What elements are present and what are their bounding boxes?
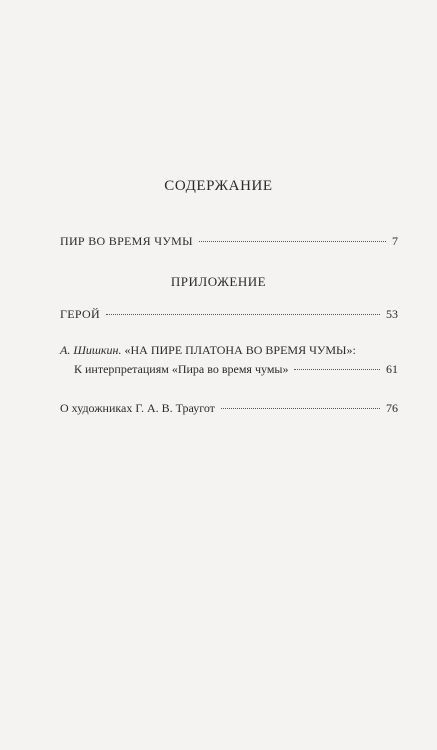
toc-entry-title: ПИР ВО ВРЕМЯ ЧУМЫ — [60, 234, 193, 248]
toc-entry-page: 76 — [386, 401, 398, 415]
contents-heading: СОДЕРЖАНИЕ — [164, 178, 273, 194]
toc-entry-page: 7 — [392, 234, 398, 248]
toc-entry-title: ГЕРОЙ — [60, 307, 100, 321]
toc-entry-title: О художниках Г. А. В. Траугот — [60, 401, 215, 415]
appendix-heading: ПРИЛОЖЕНИЕ — [170, 274, 267, 289]
dot-leader — [106, 314, 380, 315]
toc-entry-page: 61 — [386, 362, 398, 376]
dot-leader — [294, 369, 380, 370]
toc-entry-article-header[interactable] — [60, 343, 356, 358]
toc-entry-feast[interactable] — [60, 234, 398, 249]
toc-entry-hero[interactable] — [60, 307, 398, 322]
article-author: А. Шишкин. — [60, 343, 122, 357]
article-title: «НА ПИРЕ ПЛАТОНА ВО ВРЕМЯ ЧУМЫ»: — [124, 343, 356, 357]
toc-entry-artists[interactable] — [60, 401, 398, 416]
toc-entry-page: 53 — [386, 307, 398, 321]
toc-entry-article[interactable] — [74, 362, 398, 377]
dot-leader — [199, 241, 386, 242]
dot-leader — [221, 408, 380, 409]
article-subtitle: К интерпретациям «Пира во время чумы» — [74, 362, 289, 376]
